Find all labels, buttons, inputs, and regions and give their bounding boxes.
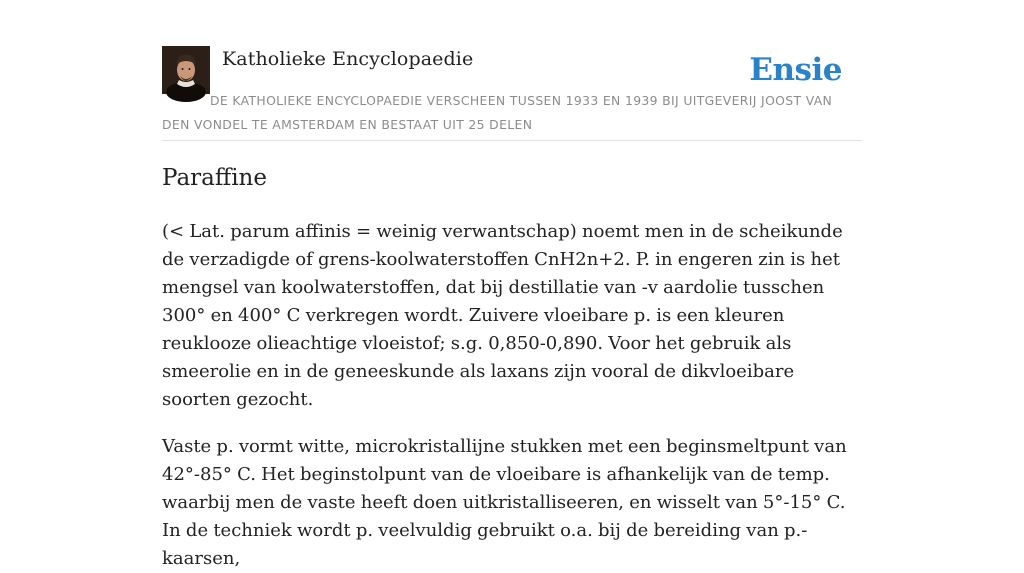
site-header xyxy=(162,46,862,141)
article-title: Paraffine xyxy=(162,165,267,191)
article xyxy=(162,160,862,573)
article-paragraph: (< Lat. parum affinis = weinig verwantschap) noemt men in de scheikunde de verzadigde of grens-koolwaterstoffen CnH2n+2. P. in engeren zin is het mengsel van koolwaterstoffen, dat bij destillatie van -v aardolie tusschen 300° en 400° C verkregen wordt. Zuivere vloeibare p. is een kleuren reuklooze olieachtige vloeistof; s.g. 0,850-0,890. Voor het gebruik als smeerolie en in de geneeskunde als laxans zijn vooral de dikvloeibare soorten gezocht. xyxy=(162,221,843,410)
portrait-image xyxy=(162,46,210,94)
avatar[interactable] xyxy=(162,46,210,94)
site-title[interactable]: Katholieke Encyclopaedie xyxy=(222,48,474,70)
site-description: DE KATHOLIEKE ENCYCLOPAEDIE VERSCHEEN TUSSEN 1933 EN 1939 BIJ UITGEVERIJ JOOST VAN DEN VONDEL TE AMSTERDAM EN BESTAAT UIT 25 DELEN xyxy=(162,93,833,132)
brand-logo[interactable]: Ensie xyxy=(749,52,842,88)
article-paragraph: Vaste p. vormt witte, microkristallijne stukken met een beginsmeltpunt van 42°-85° C. Het beginstolpunt van de vloeibare is afhankelijk van de temp. waarbij men de vaste heeft doen uitkristalliseeren, en wisselt van 5°-15° C. In de techniek wordt p. veelvuldig gebruikt o.a. bij de bereiding van p.-kaarsen, xyxy=(162,436,847,569)
